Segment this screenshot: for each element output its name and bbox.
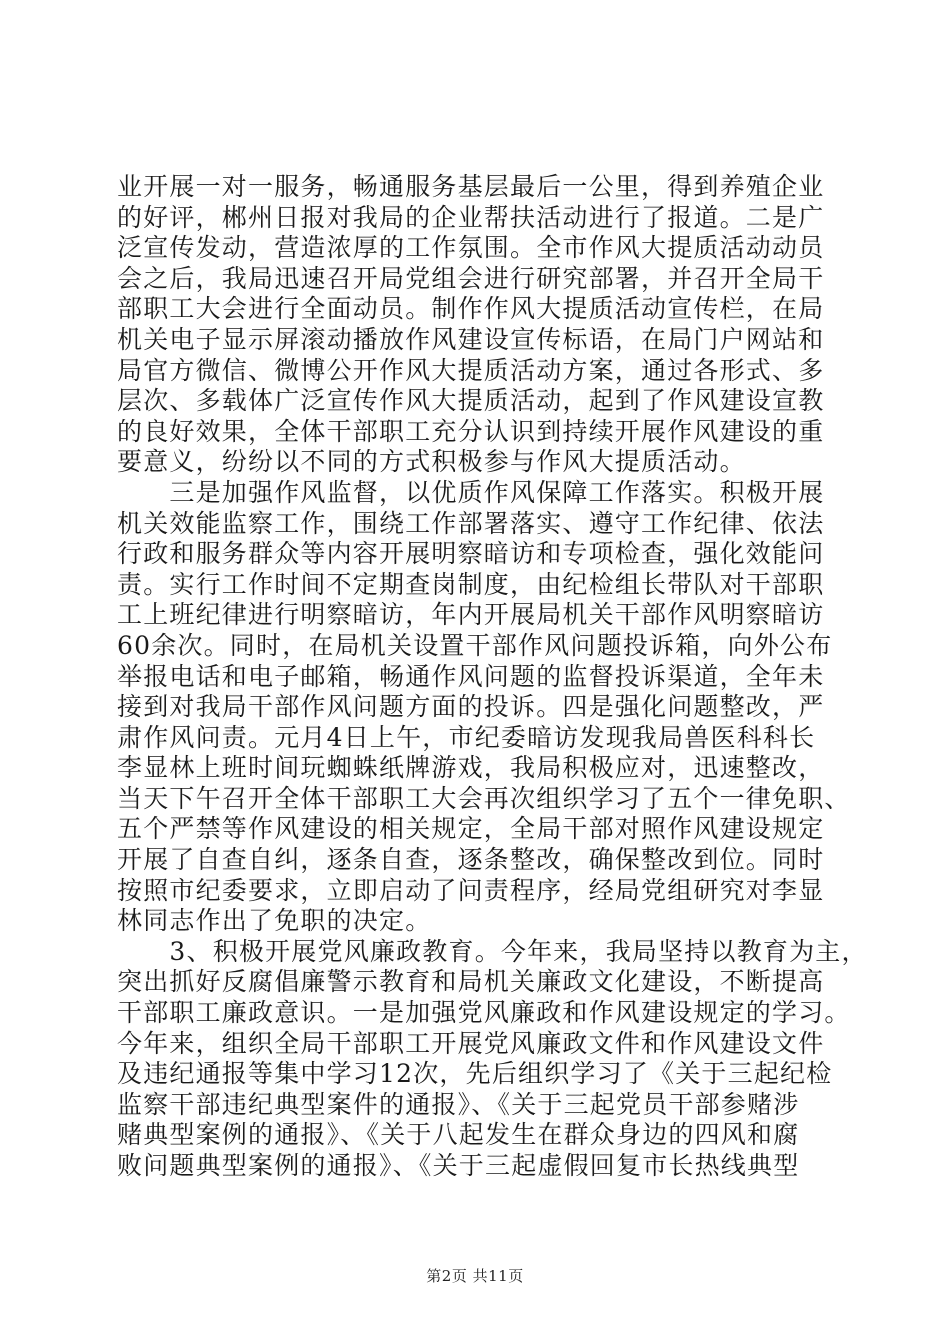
text-line: 五个严禁等作风建设的相关规定，全局干部对照作风建设规定 [117, 814, 825, 844]
text-line: 的好评，郴州日报对我局的企业帮扶活动进行了报道。二是广 [117, 202, 825, 232]
text-line: 60余次。同时，在局机关设置干部作风问题投诉箱，向外公布 [117, 630, 833, 660]
text-line: 监察干部违纪典型案件的通报》、《关于三起党员干部参赌涉 [117, 1089, 800, 1119]
text-line: 赌典型案例的通报》、《关于八起发生在群众身边的四风和腐 [117, 1120, 800, 1150]
text-line: 按照市纪委要求，立即启动了问责程序，经局党组研究对李显 [117, 875, 825, 905]
page-number-footer: 第2页 共11页 [426, 1267, 524, 1285]
text-line: 行政和服务群众等内容开展明察暗访和专项检查，强化效能问 [117, 539, 825, 569]
text-line: 及违纪通报等集中学习12次，先后组织学习了《关于三起纪检 [117, 1059, 833, 1089]
text-line: 干部职工廉政意识。一是加强党风廉政和作风建设规定的学习。 [117, 998, 851, 1028]
text-line: 今年来，组织全局干部职工开展党风廉政文件和作风建设文件 [117, 1028, 825, 1058]
text-line: 接到对我局干部作风问题方面的投诉。四是强化问题整改，严 [117, 692, 825, 722]
text-line: 林同志作出了免职的决定。 [117, 906, 432, 936]
text-line: 机关电子显示屏滚动播放作风建设宣传标语，在局门户网站和 [117, 324, 825, 354]
text-line: 工上班纪律进行明察暗访，年内开展局机关干部作风明察暗访 [117, 600, 825, 630]
text-line: 层次、多载体广泛宣传作风大提质活动，起到了作风建设宣教 [117, 386, 825, 416]
text-line: 当天下午召开全体干部职工大会再次组织学习了五个一律免职、 [117, 783, 851, 813]
text-line: 责。实行工作时间不定期查岗制度，由纪检组长带队对干部职 [117, 569, 825, 599]
text-line: 开展了自查自纠，逐条自查，逐条整改，确保整改到位。同时 [117, 845, 825, 875]
text-line: 部职工大会进行全面动员。制作作风大提质活动宣传栏，在局 [117, 294, 825, 324]
text-line: 机关效能监察工作，围绕工作部署落实、遵守工作纪律、依法 [117, 508, 825, 538]
text-line: 3、积极开展党风廉政教育。今年来，我局坚持以教育为主， [117, 936, 868, 966]
text-line: 肃作风问责。元月4日上午，市纪委暗访发现我局兽医科科长 [117, 722, 816, 752]
text-line: 举报电话和电子邮箱，畅通作风问题的监督投诉渠道，全年未 [117, 661, 825, 691]
text-line: 李显林上班时间玩蜘蛛纸牌游戏，我局积极应对，迅速整改， [117, 753, 825, 783]
text-line: 的良好效果，全体干部职工充分认识到持续开展作风建设的重 [117, 416, 825, 446]
text-line: 突出抓好反腐倡廉警示教育和局机关廉政文化建设，不断提高 [117, 967, 825, 997]
text-line: 局官方微信、微博公开作风大提质活动方案，通过各形式、多 [117, 355, 825, 385]
text-line: 要意义，纷纷以不同的方式积极参与作风大提质活动。 [117, 447, 746, 477]
text-line: 业开展一对一服务，畅通服务基层最后一公里，得到养殖企业 [117, 172, 825, 201]
text-line: 会之后，我局迅速召开局党组会进行研究部署，并召开全局干 [117, 263, 825, 293]
text-line: 泛宣传发动，营造浓厚的工作氛围。全市作风大提质活动动员 [117, 233, 825, 263]
text-line: 三是加强作风监督，以优质作风保障工作落实。积极开展 [117, 477, 825, 507]
document-body [117, 172, 868, 1182]
text-line: 败问题典型案例的通报》、《关于三起虚假回复市长热线典型 [117, 1151, 800, 1180]
